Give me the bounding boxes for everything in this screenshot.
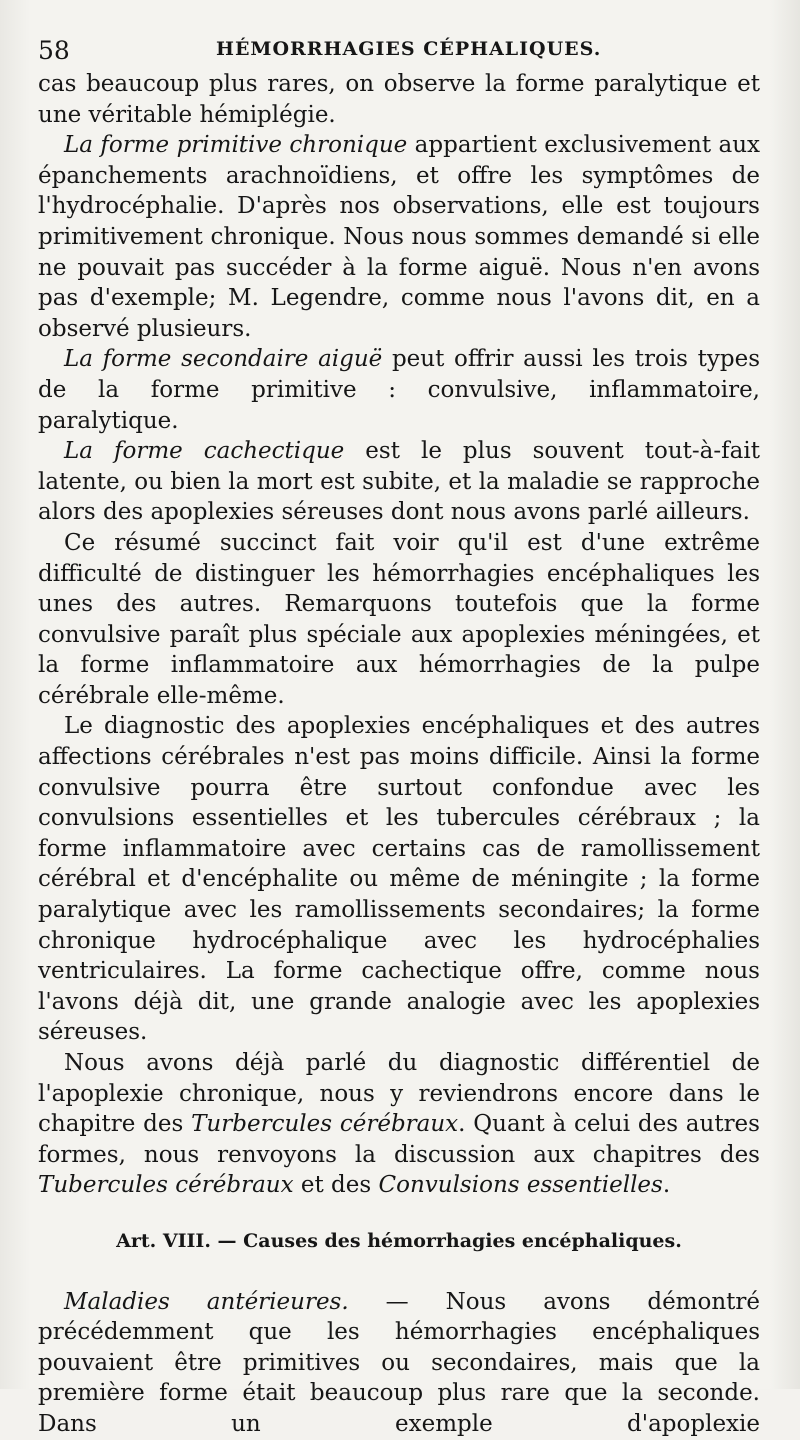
paragraph-lead: Maladies antérieures. — [64, 1288, 349, 1315]
paragraph-text: Le diagnostic des apoplexies encéphaliques et des autres affections cérébrales n'est pas moins difficile. Ainsi la forme convulsive pourra être surtout confondue avec les convulsions essentielles et les tubercules cérébraux ; la forme inflammatoire avec certains cas de ramollissement cérébral et d'encéphalite ou même de méningite ; la forme paralytique avec les ramollissements secondaires; la forme chronique hydrocéphalique avec les hydrocéphalies ventriculaires. La forme cachectique offre, comme nous l'avons déjà dit, une grande analogie avec les apoplexies séreuses. — [38, 713, 760, 1046]
paragraph-diagnostic-differentiel — [38, 1048, 760, 1201]
page-number: 58 — [38, 36, 70, 65]
paragraph-text: cas beaucoup plus rares, on observe la forme paralytique et une véritable hémiplégie. — [38, 71, 760, 128]
paragraph-lead: La forme secondaire aiguë — [64, 346, 383, 373]
running-title: HÉMORRHAGIES CÉPHALIQUES. — [216, 38, 602, 60]
paragraph-text: Ce résumé succinct fait voir qu'il est d'une extrême difficulté de distinguer les hémorrhagies encéphaliques les unes des autres. Remarquons toutefois que la forme convulsive paraît plus spéciale aux apoplexies méningées, et la forme inflammatoire aux hémorrhagies de la pulpe cérébrale elle-même. — [38, 529, 760, 709]
italic-reference: Turbercules cérébraux — [191, 1111, 459, 1138]
section-title: — Causes des hémorrhagies encéphaliques. — [210, 1229, 682, 1252]
paragraph-forme-cachectique — [38, 436, 760, 528]
paragraph-lead: La forme primitive chronique — [64, 132, 408, 159]
paragraph-text: appartient exclusivement aux épanchements arachnoïdiens, et offre les symptômes de l'hydrocéphalie. D'après nos observations, elle est toujours primitivement chronique. Nous nous sommes demandé si elle ne pouvait pas succéder à la forme aiguë. Nous n'en avons pas d'exemple; M. Legendre, comme nous l'avons dit, en a observé plusieurs. — [38, 132, 760, 342]
page-body — [38, 69, 760, 1440]
paragraph-text: — Nous avons démontré précédemment que les hémorrhagies encéphaliques pouvaient être primitives ou secondaires, mais que la première forme était beaucoup plus rare que la seconde. Dans un exemple d'apoplexie — [38, 1288, 761, 1437]
paragraph-text: est le plus souvent tout-à-fait latente, ou bien la mort est subite, et la maladie se rapproche alors des apoplexies séreuses dont nous avons parlé ailleurs. — [38, 438, 760, 526]
paragraph-text: . Quant à celui des autres formes, nous renvoyons la discussion aux chapitres des — [38, 1111, 760, 1168]
paragraph-text: peut offrir aussi les trois types de la forme primitive : convulsive, inflammatoire, paralytique. — [38, 346, 761, 434]
paragraph-lead: La forme cachectique — [64, 438, 345, 465]
article-number: Art. VIII. — [116, 1229, 211, 1252]
paragraph-resume — [38, 528, 760, 712]
paragraph-text: Nous avons déjà parlé du diagnostic différentiel de l'apoplexie chronique, nous y reviendrons encore dans le chapitre des — [38, 1050, 760, 1138]
section-heading — [38, 1226, 760, 1257]
paragraph-maladies-anterieures — [38, 1287, 760, 1440]
paragraph-text: et des — [293, 1172, 379, 1199]
italic-reference: Convulsions essentielles — [378, 1172, 663, 1199]
paragraph-diagnostic — [38, 711, 760, 1048]
paragraph-forme-secondaire-aigue — [38, 344, 760, 436]
paragraph-forme-primitive-chronique — [38, 130, 760, 344]
italic-reference: Tubercules cérébraux — [38, 1172, 294, 1199]
paragraph-1 — [38, 69, 760, 130]
running-head — [38, 32, 760, 65]
paragraph-text: . — [662, 1172, 671, 1199]
